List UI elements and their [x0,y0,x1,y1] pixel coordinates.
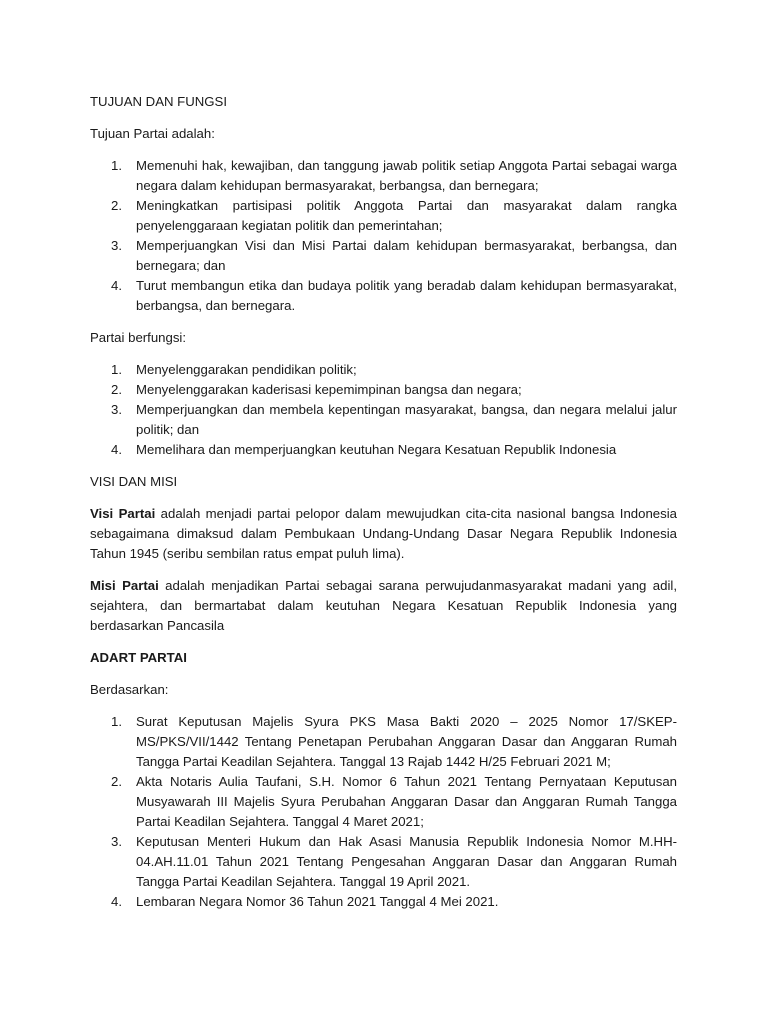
list-item-text: Lembaran Negara Nomor 36 Tahun 2021 Tanggal 4 Mei 2021. [136,894,499,909]
list-item-text: Keputusan Menteri Hukum dan Hak Asasi Manusia Republik Indonesia Nomor M.HH-04.AH.11.01 Tahun 2021 Tentang Pengesahan Anggaran Dasar dan Anggaran Rumah Tangga Partai Keadilan Sejahtera. Tanggal 19 April 2021. [136,834,677,889]
heading-adart-partai: ADART PARTAI [90,650,187,665]
list-item-text: Menyelenggarakan kaderisasi kepemimpinan bangsa dan negara; [136,382,522,397]
list-number: 3. [111,834,122,849]
dasar-intro: Berdasarkan: [90,682,169,697]
list-item [90,892,677,912]
list-item [90,832,677,892]
list-number: 1. [111,158,122,173]
list-item-text: Menyelenggarakan pendidikan politik; [136,362,357,377]
list-number: 4. [111,442,122,457]
heading-tujuan-dan-fungsi: TUJUAN DAN FUNGSI [90,94,228,109]
list-item-text: Akta Notaris Aulia Taufani, S.H. Nomor 6 Tahun 2021 Tentang Pernyataan Keputusan Musyawarah III Majelis Syura Perubahan Anggaran Dasar dan Anggaran Rumah Tangga Partai Keadilan Sejahtera. Tanggal 4 Maret 2021; [136,774,677,829]
tujuan-intro: Tujuan Partai adalah: [90,126,215,141]
list-number: 4. [111,278,122,293]
list-item-text: Memperjuangkan dan membela kepentingan masyarakat, bangsa, dan negara melalui jalur politik; dan [136,402,677,437]
list-item-text: Meningkatkan partisipasi politik Anggota Partai dan masyarakat dalam rangka penyelenggaraan kegiatan politik dan pemerintahan; [136,198,677,233]
list-number: 3. [111,238,122,253]
list-item [90,196,677,236]
list-number: 2. [111,774,122,789]
misi-paragraph [90,576,677,636]
list-item-text: Surat Keputusan Majelis Syura PKS Masa Bakti 2020 – 2025 Nomor 17/SKEP- MS/PKS/VII/1442 Tentang Penetapan Perubahan Anggaran Dasar dan Anggaran Rumah Tangga Partai Keadilan Sejahtera. Tanggal 13 Rajab 1442 H/25 Februari 2021 M; [136,714,677,769]
list-item-text: Turut membangun etika dan budaya politik yang beradab dalam kehidupan bermasyarakat, berbangsa, dan bernegara. [136,278,677,313]
list-number: 1. [111,362,122,377]
list-item-text: Memperjuangkan Visi dan Misi Partai dalam kehidupan bermasyarakat, berbangsa, dan bernegara; dan [136,238,677,273]
list-number: 4. [111,894,122,909]
misi-label: Misi Partai [90,578,159,593]
list-item [90,772,677,832]
fungsi-intro: Partai berfungsi: [90,330,187,345]
list-item-text: Memelihara dan memperjuangkan keutuhan Negara Kesatuan Republik Indonesia [136,442,617,457]
visi-label: Visi Partai [90,506,156,521]
list-item [90,380,677,400]
list-item [90,440,677,460]
tujuan-list [90,156,677,316]
list-item [90,156,677,196]
list-number: 3. [111,402,122,417]
list-item [90,360,677,380]
list-number: 1. [111,714,122,729]
visi-text: adalah menjadi partai pelopor dalam mewujudkan cita-cita nasional bangsa Indonesia sebagaimana dimaksud dalam Pembukaan Undang-Undang Dasar Negara Republik Indonesia Tahun 1945 (seribu sembilan ratus empat puluh lima). [90,506,677,561]
document-body [90,92,677,924]
list-number: 2. [111,382,122,397]
misi-text: adalah menjadikan Partai sebagai sarana perwujudanmasyarakat madani yang adil, sejahtera, dan bermartabat dalam keutuhan Negara Kesatuan Republik Indonesia yang berdasarkan Pancasila [90,578,677,633]
heading-visi-dan-misi: VISI DAN MISI [90,474,178,489]
list-number: 2. [111,198,122,213]
list-item [90,276,677,316]
fungsi-list [90,360,677,460]
list-item [90,236,677,276]
list-item [90,712,677,772]
list-item [90,400,677,440]
visi-paragraph [90,504,677,564]
list-item-text: Memenuhi hak, kewajiban, dan tanggung jawab politik setiap Anggota Partai sebagai warga negara dalam kehidupan bermasyarakat, berbangsa, dan bernegara; [136,158,677,193]
dasar-list [90,712,677,912]
